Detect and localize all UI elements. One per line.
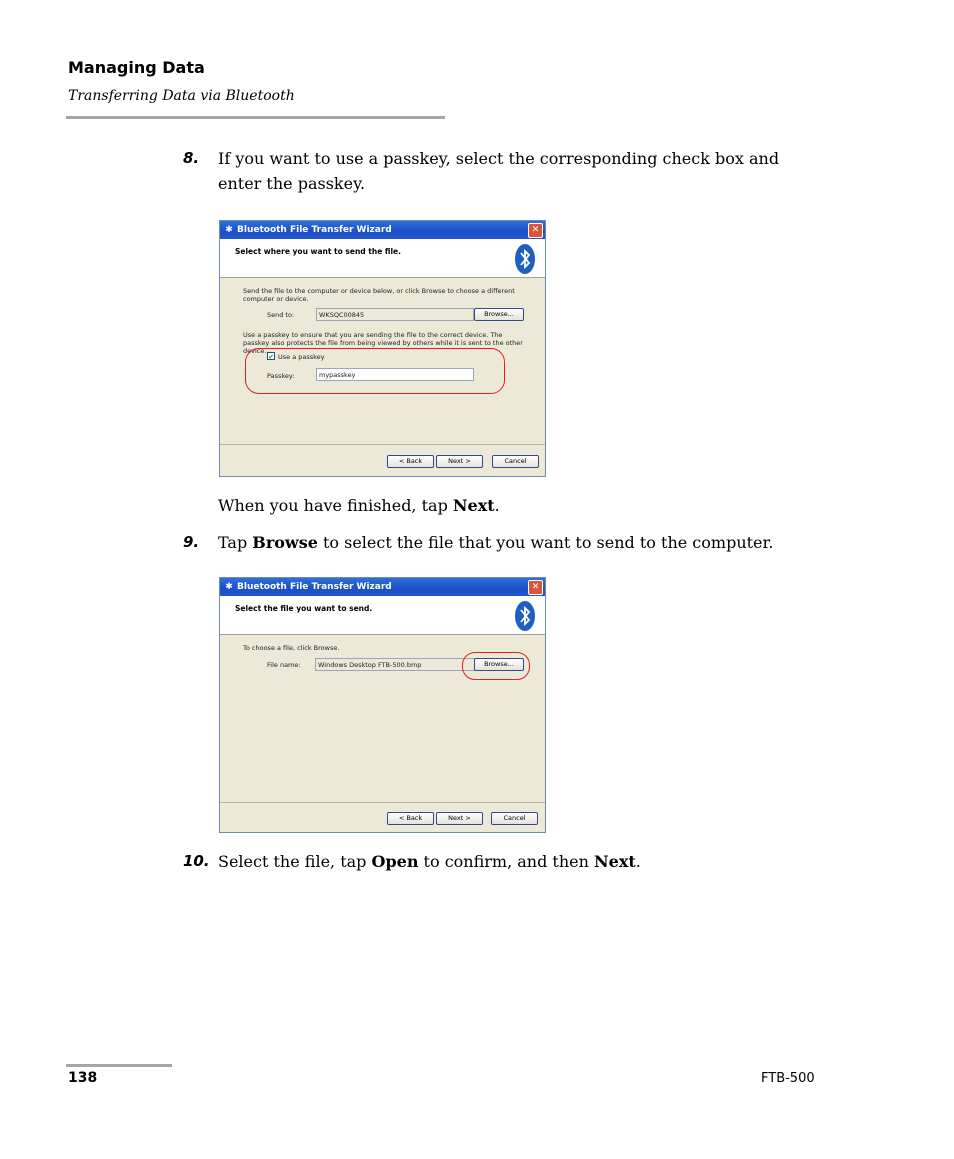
intro-text: Send the file to the computer or device below, or click Browse to choose a different computer or device. <box>243 287 515 303</box>
bluetooth-small-icon: ✱ <box>225 582 233 592</box>
send-to-label: Send to: <box>267 311 295 319</box>
dialog-titlebar <box>220 221 545 239</box>
after-step-8-text: When you have finished, tap Next. <box>218 496 500 515</box>
browse-highlight-outline <box>462 652 530 680</box>
passkey-label: Passkey: <box>267 372 295 380</box>
step-10-text: Select the file, tap Open to confirm, and then Next. <box>218 852 641 871</box>
send-to-field: WKSQC00845 <box>316 308 474 321</box>
browse-button[interactable]: Browse... <box>474 308 524 321</box>
bluetooth-small-icon: ✱ <box>225 225 233 235</box>
product-name: FTB-500 <box>761 1071 815 1086</box>
dialog-header-pane <box>220 596 545 635</box>
footer-rule <box>66 1064 172 1067</box>
chapter-title: Managing Data <box>68 58 205 77</box>
file-name-label: File name: <box>267 661 301 669</box>
dialog-titlebar <box>220 578 545 596</box>
dialog-header-pane <box>220 239 545 278</box>
passkey-note: Use a passkey to ensure that you are sending the file to the correct device. The passkey also protects the file from being viewed by others while it is sent to the other device. <box>243 331 523 355</box>
dialog-heading: Select the file you want to send. <box>235 604 373 613</box>
dialog-title: Bluetooth File Transfer Wizard <box>237 582 392 592</box>
dialog-heading: Select where you want to send the file. <box>235 247 401 256</box>
passkey-input[interactable]: mypasskey <box>316 368 474 381</box>
footer-separator <box>220 802 545 803</box>
close-button[interactable]: ✕ <box>528 223 543 238</box>
section-subtitle: Transferring Data via Bluetooth <box>68 88 295 104</box>
passkey-highlight-outline <box>245 348 505 394</box>
intro-text: To choose a file, click Browse. <box>243 644 340 652</box>
use-passkey-checkbox[interactable]: ✔ <box>268 353 274 361</box>
step-10-number: 10. <box>183 852 210 870</box>
footer-separator <box>220 444 545 445</box>
back-button[interactable]: < Back <box>387 812 434 825</box>
next-button[interactable]: Next > <box>436 812 483 825</box>
bluetooth-logo-icon <box>514 243 536 275</box>
step-8-text: If you want to use a passkey, select the corresponding check box and enter the passkey. <box>218 149 780 193</box>
next-button[interactable]: Next > <box>436 455 483 468</box>
bluetooth-wizard-dialog-file <box>219 577 546 833</box>
browse-button[interactable]: Browse... <box>474 658 524 671</box>
header-rule <box>66 116 445 119</box>
file-name-field: Windows Desktop FTB-500.bmp <box>315 658 475 671</box>
bluetooth-logo-icon <box>514 600 536 632</box>
cancel-button[interactable]: Cancel <box>492 455 539 468</box>
use-passkey-label: Use a passkey <box>278 353 325 361</box>
close-button[interactable]: ✕ <box>528 580 543 595</box>
step-8-number: 8. <box>183 149 200 167</box>
dialog-title: Bluetooth File Transfer Wizard <box>237 225 392 235</box>
page-number: 138 <box>68 1070 98 1086</box>
step-9-text: Tap Browse to select the file that you want to send to the computer. <box>218 533 774 552</box>
back-button[interactable]: < Back <box>387 455 434 468</box>
step-9-number: 9. <box>183 533 200 551</box>
cancel-button[interactable]: Cancel <box>491 812 538 825</box>
bluetooth-wizard-dialog-passkey <box>219 220 546 477</box>
